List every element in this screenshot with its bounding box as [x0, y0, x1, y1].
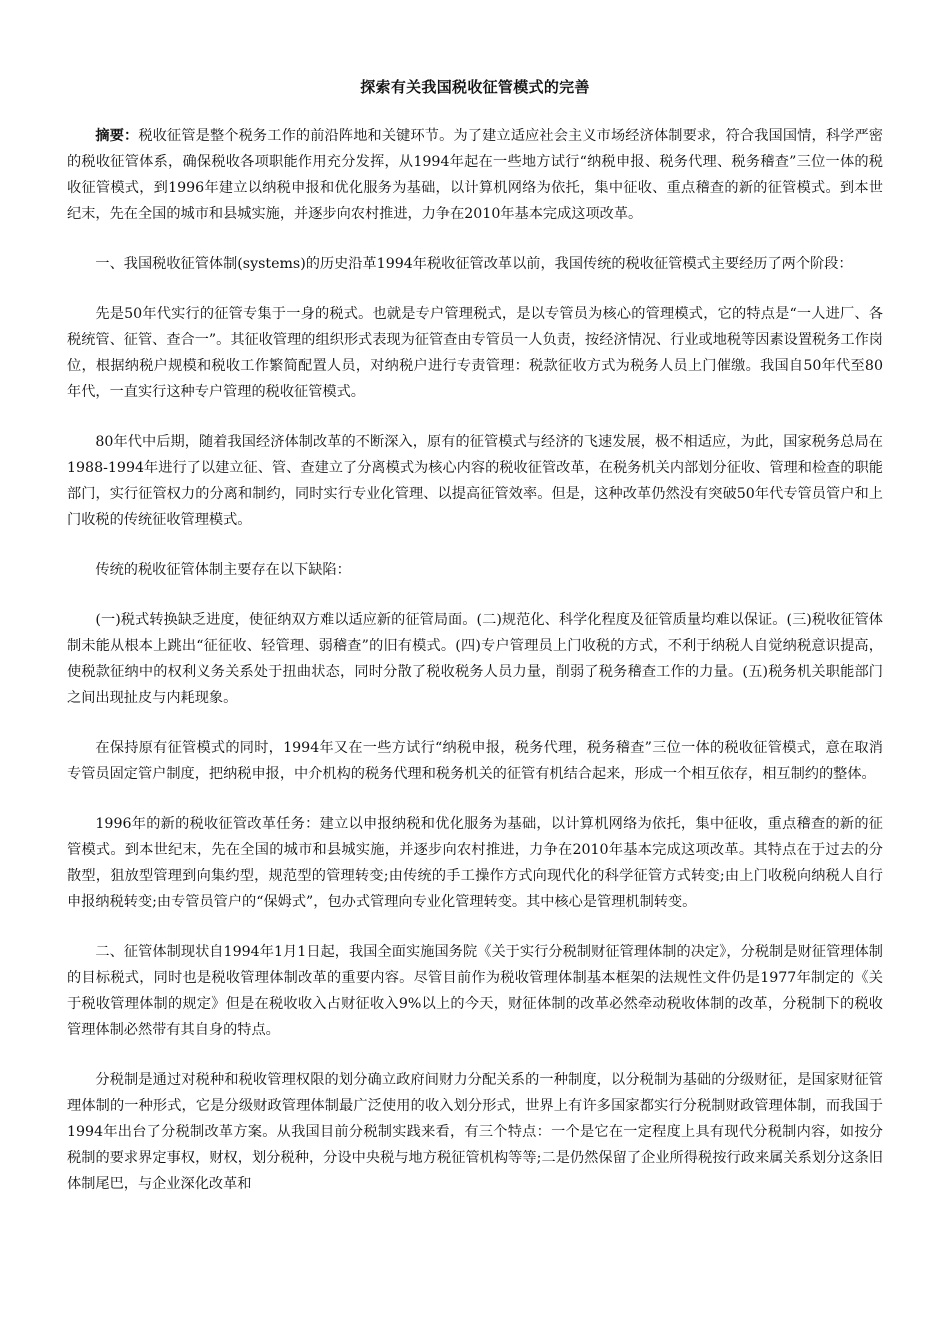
body-paragraph-1950s-model: 先是50年代实行的征管专集于一身的税式。也就是专户管理税式，是以专管员为核心的管理模式，它的特点是“一人进厂、各税统管、征管、查合一”。其征收管理的组织形式表现为征管查由专管员一人负责，按经济情况、行业或地税等因素设置税务工作岗位，根据纳税户规模和税收工作繁简配置人员，对纳税户进行专责管理：税款征收方式为税务人员上门催缴。我国自50年代至80年代，一直实行这种专户管理的税收征管模式。 — [67, 306, 883, 400]
document-body — [67, 123, 883, 1221]
document-title: 探索有关我国税收征管模式的完善 — [360, 78, 590, 96]
body-paragraph-defects-intro: 传统的税收征管体制主要存在以下缺陷： — [95, 562, 351, 578]
abstract-paragraph — [67, 123, 883, 227]
abstract-label: 摘要： — [95, 128, 139, 144]
body-paragraph-history-intro: 一、我国税收征管体制(systems)的历史沿革1994年税收征管改革以前，我国传统的税收征管模式主要经历了两个阶段： — [95, 256, 853, 272]
body-paragraph-current-status: 二、征管体制现状自1994年1月1日起，我国全面实施国务院《关于实行分税制财征管理体制的决定》，分税制是财征管理体制的目标税式，同时也是税收管理体制改革的重要内容。尽管目前作为税收管理体制基本框架的法规性文件仍是1977年制定的《关于税收管理体制的规定》但是在税收收入占财征收入9%以上的今天，财征体制的改革必然牵动税收体制的改革，分税制下的税收管理体制必然带有其自身的特点。 — [67, 944, 883, 1038]
body-paragraph-defects-list: (一)税式转换缺乏进度，使征纳双方难以适应新的征管局面。(二)规范化、科学化程度及征管质量均难以保证。(三)税收征管体制未能从根本上跳出“征征收、轻管理、弱稽查”的旧有模式。(四)专户管理员上门收税的方式，不利于纳税人自觉纳税意识提高，使税款征纳中的权利义务关系处于扭曲状态，同时分散了税收税务人员力量，削弱了税务稽查工作的力量。(五)税务机关职能部门之间出现扯皮与内耗现象。 — [67, 612, 883, 706]
body-paragraph-1996-reform: 1996年的新的税收征管改革任务：建立以申报纳税和优化服务为基础，以计算机网络为依托，集中征收，重点稽查的新的征管模式。到本世纪末，先在全国的城市和县城实施，并逐步向农村推进，力争在2010年基本完成这项改革。其特点在于过去的分散型，狙放型管理到向集约型，规范型的管理转变;由传统的手工操作方式向现代化的科学征管方式转变;由上门收税向纳税人自行申报纳税转变;由专管员管户的“保姆式”，包办式管理向专业化管理转变。其中核心是管理机制转变。 — [67, 816, 883, 910]
body-paragraph-tax-sharing: 分税制是通过对税种和税收管理权限的划分确立政府间财力分配关系的一种制度，以分税制为基础的分级财征，是国家财征管理体制的一种形式，它是分级财政管理体制最广泛使用的收入划分形式，世界上有许多国家都实行分税制财政管理体制，而我国于1994年出台了分税制改革方案。从我国目前分税制实践来看，有三个特点：一个是它在一定程度上具有现代分税制内容，如按分税制的要求界定事权，财权，划分税种，分设中央税与地方税征管机构等等;二是仍然保留了企业所得税按行政来属关系划分这条旧体制尾巴，与企业深化改革和 — [67, 1072, 883, 1192]
body-paragraph-1994-pilot: 在保持原有征管模式的同时，1994年又在一些方试行“纳税申报，税务代理，税务稽查”三位一体的税收征管模式，意在取消专管员固定管户制度，把纳税申报，中介机构的税务代理和税务机关的征管有机结合起来，形成一个相互依存，相互制约的整体。 — [67, 740, 883, 782]
body-paragraph-1980s-reform: 80年代中后期，随着我国经济体制改革的不断深入，原有的征管模式与经济的飞速发展，极不相适应，为此，国家税务总局在1988-1994年进行了以建立征、管、查建立了分离模式为核心内容的税收征管改革，在税务机关内部划分征收、管理和检查的职能部门，实行征管权力的分离和制约，同时实行专业化管理、以提高征管效率。但是，这种改革仍然没有突破50年代专管员管户和上门收税的传统征收管理模式。 — [67, 434, 883, 528]
abstract-text: 税收征管是整个税务工作的前沿阵地和关键环节。为了建立适应社会主义市场经济体制要求，符合我国国情，科学严密的税收征管体系，确保税收各项职能作用充分发挥，从1994年起在一些地方试行“纳税申报、税务代理、税务稽查”三位一体的税收征管模式，到1996年建立以纳税申报和优化服务为基础，以计算机网络为依托，集中征收、重点稽查的新的征管模式。到本世纪末，先在全国的城市和县城实施，并逐步向农村推进，力争在2010年基本完成这项改革。 — [67, 128, 883, 222]
